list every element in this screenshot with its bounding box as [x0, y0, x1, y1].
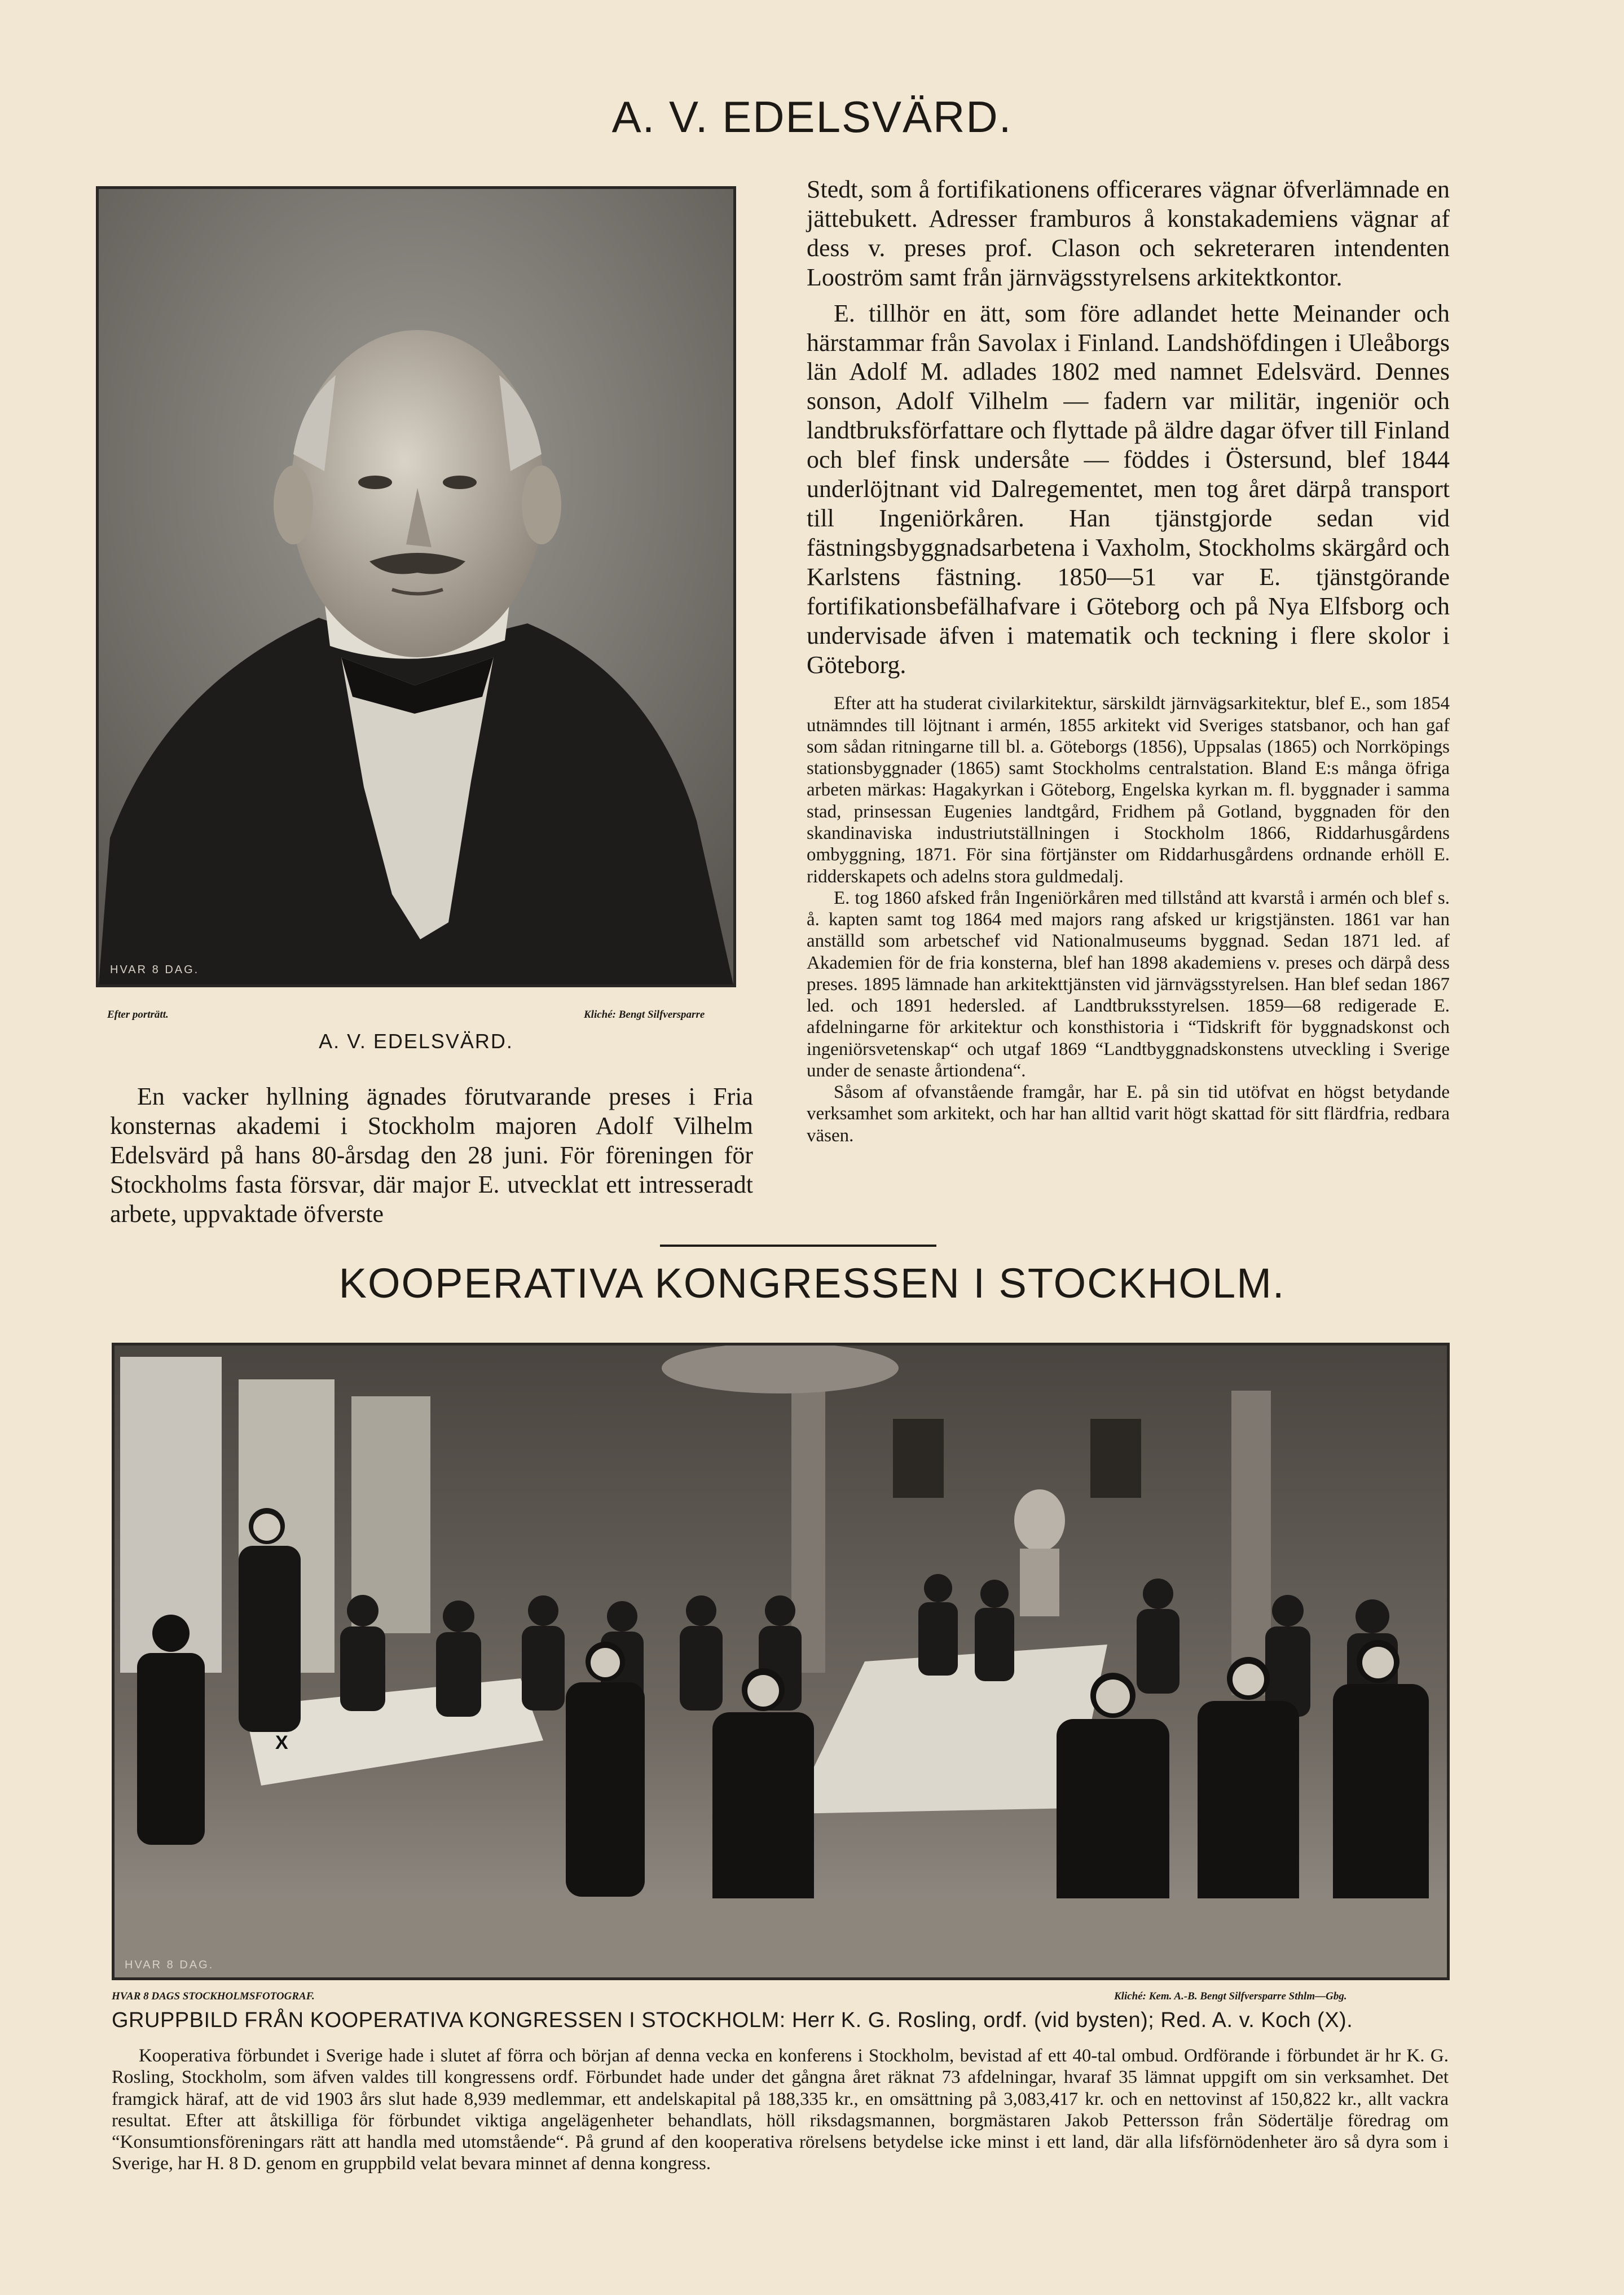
section-divider	[660, 1245, 936, 1247]
group-photo-caption: GRUPPBILD FRÅN KOOPERATIVA KONGRESSEN I STOCKHOLM: Herr K. G. Rosling, ordf. (vid bysten); Red. A. v. Koch (X).	[112, 2008, 1353, 2032]
photo-stamp: HVAR 8 DAG.	[110, 964, 200, 976]
group-credit-right: Kliché: Kem. A.-B. Bengt Silfversparre Sthlm—Gbg.	[1114, 1990, 1347, 2002]
article1-left-column	[110, 1082, 753, 1229]
group-photo-stamp: HVAR 8 DAG.	[125, 1959, 214, 1971]
right-small-paragraph-3: Såsom af ofvanstående framgår, har E. på sin tid utöfvat en högst betydande verksamhet som arkitekt, och har han alltid varit högt skattad för sitt flärdfria, redbara väsen.	[807, 1082, 1450, 1146]
group-photo-illustration	[115, 1346, 1447, 1977]
article1-left-paragraph: En vacker hyllning ägnades förutvarande preses i Fria konsternas akademi i Stockholm majoren Adolf Vilhelm Edelsvärd på hans 80-årsdag den 28 juni. För föreningen för Stockholms fasta försvar, där major E. utvecklat ett intresseradt arbete, uppvaktade öfverste	[110, 1083, 753, 1228]
article-title-edelsvard: A. V. EDELSVÄRD.	[611, 92, 1013, 142]
group-photo	[112, 1343, 1450, 1980]
portrait-photo	[96, 186, 736, 987]
right-paragraph-1: Stedt, som å fortifikationens officerares vägnar öfverlämnade en jättebukett. Adresser framburos å konstakademiens vägnar af dess v. preses prof. Clason och sekreteraren intendenten Looström samt från järnvägsstyrelsens arkitektkontor.	[807, 175, 1450, 291]
right-paragraph-2: E. tillhör en ätt, som före adlandet hette Meinander och härstammar från Savolax i Finland. Landshöfdingen i Uleåborgs län Adolf M. adlades 1802 med namnet Edelsvärd. Dennes sonson, Adolf Vilhelm — fadern var militär, ingeniör och landtbruksförfattare och flyttade på äldre dagar öfver till Finland och blef finsk undersåte — föddes i Östersund, blef 1844 underlöjtnant vid Dalregementet, men tog året därpå transport till Ingeniörkåren. Han tjänstgjorde sedan vid fästningsbyggnadsarbetena i Vaxholm, Stockholms skärgård och Karlstens fästning. 1850—51 var E. tjänstgörande fortifikationsbefälhafvare i Göteborg och på Nya Elfsborg och undervisade äfven i matematik och teckning i flere skolor i Göteborg.	[807, 299, 1450, 679]
article2-paragraph: Kooperativa förbundet i Sverige hade i slutet af förra och början af denna vecka en konferens i Stockholm, bevistad af ett 40-tal ombud. Ordförande i förbundet är hr K. G. Rosling, Stockholm, som äfven valdes till kongressens ordf. Förbundet hade under det gångna året räknat 73 afdelningar, hvaraf 35 lämnat uppgift om sin verksamhet. Det framgick häraf, att de vid 1903 års slut hade 8,939 medlemmar, ett andelskapital på 188,335 kr., en omsättning på 3,083,417 kr. och en nettovinst af 150,822 kr., allt vackra resultat. Efter att åtskilliga för förbundet viktiga angelägenheter behandlats, höll riksdagsmannen, borgmästaren Jakob Pettersson från Södertälje föredrag om “Konsumtionsföreningars rätt att handla med utomstående“. På grund af den kooperativa rörelsens betydelse icke minst i ett land, där alla lifsförnödenheter äro så dyra som i Sverige, har H. 8 D. genom en gruppbild velat bevara minnet af denna kongress.	[112, 2046, 1449, 2174]
group-credit-left: HVAR 8 DAGS STOCKHOLMSFOTOGRAF.	[112, 1990, 315, 2002]
right-small-paragraph-2: E. tog 1860 afsked från Ingeniörkåren med tillstånd att kvarstå i armén och blef s. å. kapten samt tog 1864 med majors rang afsked ur krigstjänsten. 1861 var han anställd som arbetschef vid Nationalmuseums byggnad. Sedan 1871 led. af Akademien för de fria konsterna, blef han 1898 akademiens v. preses och därpå dess preses. 1895 lämnade han arkitekttjänsten vid järnvägsstyrelsen. Han blef sedan 1867 led. och 1891 hedersled. af Landtbruksstyrelsen. 1859—68 redigerade E. afdelningarne för arkitektur och konsthistoria i “Tidskrift för byggnadskonst och ingeniörsvetenskap“ och utgaf 1869 “Landtbyggnadskonstens utveckling i Sverige under de senaste årtiondena“.	[807, 887, 1450, 1081]
photo-x-marker: X	[275, 1732, 288, 1753]
portrait-caption: A. V. EDELSVÄRD.	[319, 1030, 513, 1053]
portrait-credit-right: Kliché: Bengt Silfversparre	[584, 1009, 705, 1021]
article2-body	[112, 2045, 1449, 2175]
right-small-paragraph-1: Efter att ha studerat civilarkitektur, särskildt järnvägsarkitektur, blef E., som 1854 utnämndes till löjtnant i armén, 1855 arkitekt vid Sveriges statsbanor, och han gaf som sådan ritningarne till bl. a. Göteborgs (1856), Uppsalas (1865) och Norrköpings stationsbyggnader (1865) samt Stockholms centralstation. Bland E:s många öfriga arbeten märkas: Hagakyrkan i Göteborg, Engelska kyrkan m. fl. byggnader i samma stad, prinsessan Eugenies landtgård, Fridhem på Gotland, byggnaden för den skandinaviska industriutställningen i Stockholm 1866, Riddarhusgårdens ombyggning, 1871. För sina förtjänster om Riddarhusgårdens ordnande erhöll E. ridderskapets och adelns stora guldmedalj.	[807, 693, 1450, 887]
article1-right-column	[807, 175, 1450, 1146]
portrait-illustration	[99, 189, 733, 984]
portrait-credit-left: Efter porträtt.	[107, 1009, 169, 1021]
article-title-kongressen: KOOPERATIVA KONGRESSEN I STOCKHOLM.	[338, 1260, 1286, 1307]
